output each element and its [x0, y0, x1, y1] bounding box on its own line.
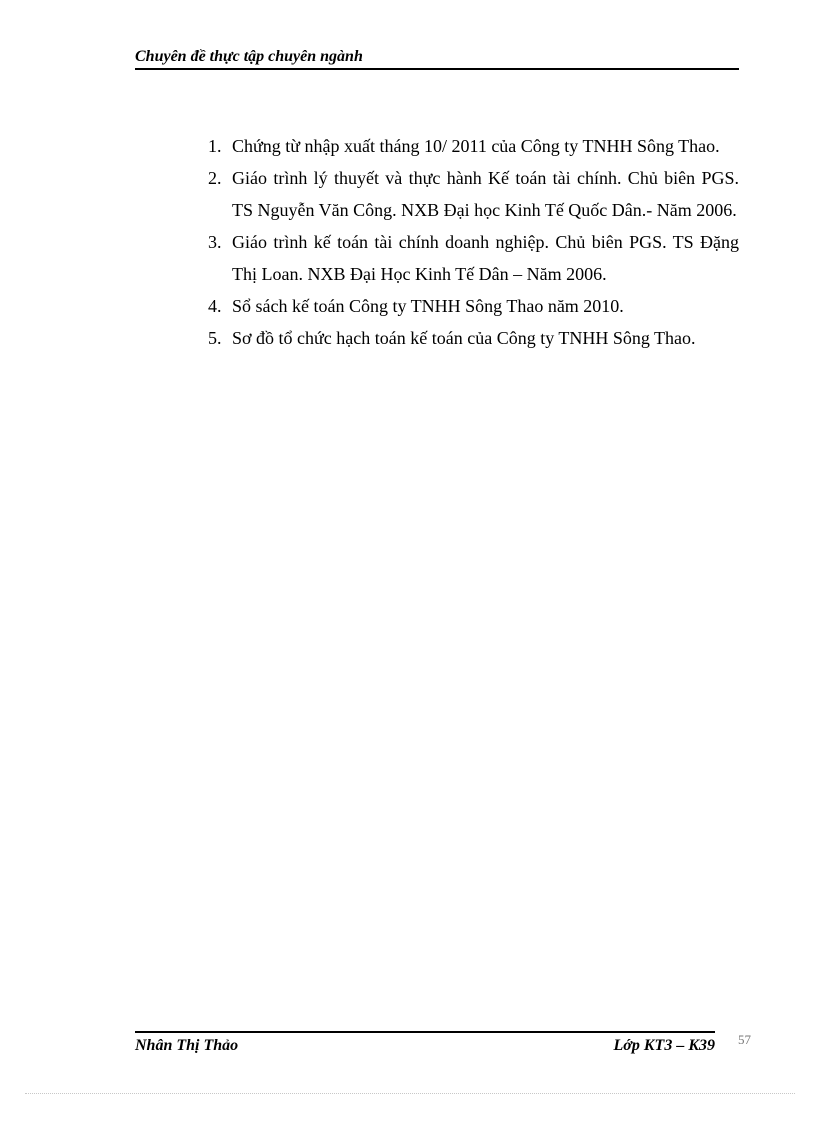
list-item-number: 4.: [208, 296, 222, 316]
list-item-number: 3.: [208, 232, 222, 252]
list-item-text: Chứng từ nhập xuất tháng 10/ 2011 của Công ty TNHH Sông Thao.: [232, 136, 720, 156]
header-title: Chuyên đề thực tập chuyên ngành: [135, 48, 363, 65]
list-item: [208, 290, 739, 322]
reference-list: [208, 130, 739, 354]
list-item-text: Sơ đồ tổ chức hạch toán kế toán của Công ty TNHH Sông Thao.: [232, 328, 696, 348]
list-item-text: Giáo trình lý thuyết và thực hành Kế toán tài chính. Chủ biên PGS. TS Nguyễn Văn Công. NXB Đại học Kinh Tế Quốc Dân.- Năm 2006.: [232, 168, 739, 220]
footer-author: Nhân Thị Thảo: [135, 1037, 239, 1054]
list-item: [208, 162, 739, 226]
list-item-text: Sổ sách kế toán Công ty TNHH Sông Thao năm 2010.: [232, 296, 624, 316]
list-item: [208, 130, 739, 162]
list-item-number: 1.: [208, 136, 222, 156]
page-number: 57: [738, 1032, 751, 1047]
page-header: [135, 48, 739, 70]
list-item-number: 5.: [208, 328, 222, 348]
footer-class: Lớp KT3 – K39: [613, 1037, 715, 1054]
list-item: [208, 226, 739, 290]
page-footer: [135, 1031, 715, 1055]
list-item-number: 2.: [208, 168, 222, 188]
list-item-text: Giáo trình kế toán tài chính doanh nghiệp. Chủ biên PGS. TS Đặng Thị Loan. NXB Đại Học Kinh Tế Dân – Năm 2006.: [232, 232, 739, 284]
page-divider: [25, 1093, 795, 1094]
list-item: [208, 322, 739, 354]
